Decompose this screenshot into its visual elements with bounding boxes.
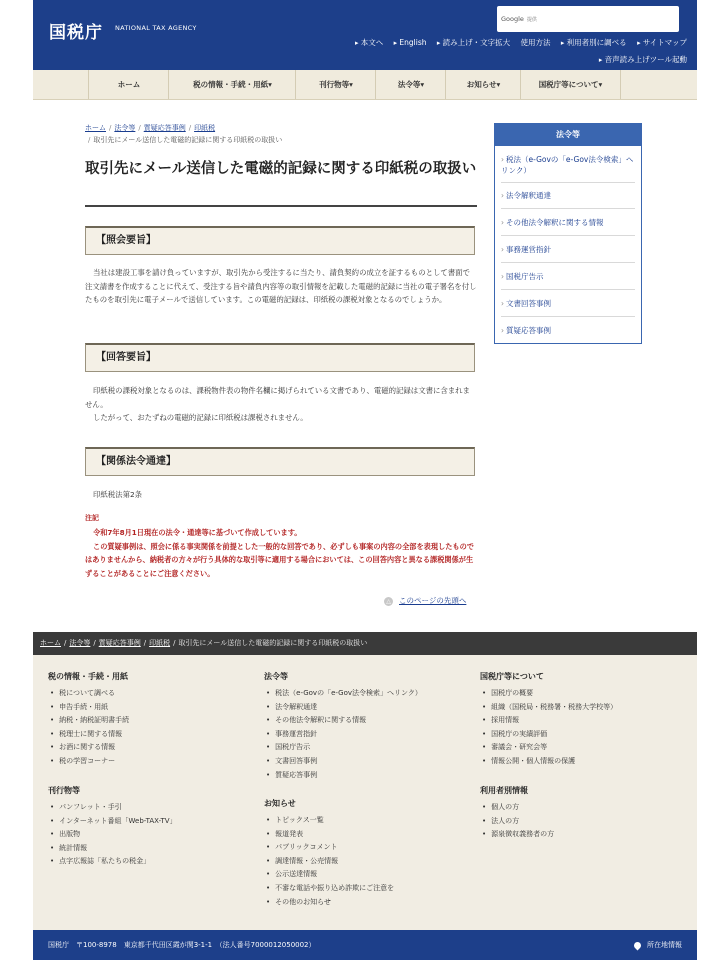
footer-link[interactable]: • 申告手続・用紙 (48, 701, 129, 715)
util-link-by-user[interactable]: ▸ 利用者別に調べる (561, 38, 627, 47)
footer-link[interactable]: • 税理士に関する情報 (48, 728, 129, 742)
footer-link[interactable]: • 情報公開・個人情報の保護 (480, 755, 617, 769)
footer-heading-about[interactable]: 国税庁等について (480, 672, 544, 681)
footer-link[interactable]: • 不審な電話や振り込め詐欺にご注意を (264, 882, 394, 896)
util-link-sitemap[interactable]: ▸ サイトマップ (637, 38, 687, 47)
footer-link[interactable]: • パブリックコメント (264, 841, 394, 855)
footer-link[interactable]: • 調達情報・公売情報 (264, 855, 394, 869)
footer-bc-stamp-tax[interactable]: 印紙税 (149, 639, 171, 647)
note-text (85, 526, 480, 580)
note-line-1: 令和7年8月1日現在の法令・通達等に基づいて作成しています。 (93, 528, 302, 537)
footer-link[interactable]: • 個人の方 (480, 801, 554, 815)
breadcrumb-qa[interactable]: 質疑応答事例 (143, 124, 186, 132)
footer-link[interactable]: • その他のお知らせ (264, 896, 394, 910)
gnav-about[interactable]: 国税庁等について▾ (520, 70, 621, 99)
footer-link[interactable]: • 法令解釈通達 (264, 701, 422, 715)
side-item-other-interp[interactable]: › その他法令解釈に関する情報 (501, 217, 635, 228)
footer-link[interactable]: • 報道発表 (264, 828, 394, 842)
site-logo-english: NATIONAL TAX AGENCY (115, 24, 197, 32)
footer-link[interactable]: • 税法（e-Govの「e-Gov法令検索」へリンク） (264, 687, 422, 701)
voice-tool-link[interactable]: ▸ 音声読み上げツール起動 (599, 55, 687, 64)
footer-list-tax-info (48, 687, 129, 769)
footer-link[interactable]: • 事務運営指針 (264, 728, 422, 742)
site-logo[interactable]: 国税庁 (49, 23, 103, 43)
site-header (33, 0, 697, 70)
map-pin-icon (633, 940, 643, 950)
footer-link[interactable]: • 国税庁告示 (264, 741, 422, 755)
footer-heading-by-user[interactable]: 利用者別情報 (480, 786, 528, 795)
side-nav (494, 123, 642, 344)
footer-link[interactable]: • 点字広報誌「私たちの税金」 (48, 855, 177, 869)
util-link-readaloud[interactable]: ▸ 読み上げ・文字拡大 (437, 38, 510, 47)
footer-sitemap (33, 655, 697, 930)
page-top-link[interactable] (384, 595, 466, 606)
footer-bc-home[interactable]: ホーム (40, 639, 61, 647)
footer-link[interactable]: • 源泉徴収義務者の方 (480, 828, 554, 842)
footer-list-laws (264, 687, 422, 782)
util-link-english[interactable]: ▸ English (394, 38, 427, 47)
footer-link[interactable]: • 組織（国税局・税務署・税務大学校等） (480, 701, 617, 715)
footer-heading-tax-info[interactable]: 税の情報・手続・用紙 (48, 672, 128, 681)
footer-link[interactable]: • その他法令解釈に関する情報 (264, 714, 422, 728)
footer-heading-publications[interactable]: 刊行物等 (48, 786, 80, 795)
page-title: 取引先にメール送信した電磁的記録に関する印紙税の取扱い (85, 161, 477, 177)
footer-address: 国税庁 〒100-8978 東京都千代田区霞が関3-1-1 （法人番号7000012050002） (48, 941, 316, 949)
side-item-circulars[interactable]: › 法令解釈通達 (501, 190, 635, 201)
footer-address-bar (33, 930, 697, 960)
footer-breadcrumb: ホーム / 法令等 / 質疑応答事例 / 印紙税 / 取引先にメール送信した電磁的記録に関する印紙税の取扱い (33, 632, 697, 655)
arrow-up-icon: △ (384, 597, 393, 606)
footer-list-notices (264, 814, 394, 909)
breadcrumb-current: 取引先にメール送信した電磁的記録に関する印紙税の取扱い (93, 136, 283, 144)
gnav-notices[interactable]: お知らせ▾ (445, 70, 521, 99)
side-nav-title: 法令等 (495, 124, 641, 146)
related-laws-text: 印紙税法第2条 (93, 490, 143, 499)
side-item-notices[interactable]: › 国税庁告示 (501, 271, 635, 282)
note-label: 注記 (85, 514, 99, 522)
section-heading-related-laws: 【関係法令通達】 (85, 447, 475, 476)
footer-link[interactable]: • インターネット番組「Web-TAX-TV」 (48, 815, 177, 829)
note-line-2: この質疑事例は、照会に係る事実関係を前提とした一般的な回答であり、必ずしも事案の内容の全部を表現したものではありませんから、納税者の方々が行う具体的な取引等に適用する場合においては、この回答内容と異なる課税関係が生ずることがあることにご注意ください。 (85, 541, 474, 578)
footer-link[interactable]: • 公示送達情報 (264, 868, 394, 882)
footer-link[interactable]: • 納税・納税証明書手続 (48, 714, 129, 728)
footer-link[interactable]: • 国税庁の概要 (480, 687, 617, 701)
side-item-qa[interactable]: › 質疑応答事例 (501, 325, 635, 336)
inquiry-text: 当社は建設工事を請け負っていますが、取引先から受注するに当たり、請負契約の成立を証するものとして書面で注文請書を作成することに代えて、受注する旨や請負内容等の取引情報を記載した電磁的記録に当社の電子署名を付したものを取引先に電子メールで送信しています。この電磁的記録は、印紙税の課税対象となるのでしょうか。 (85, 268, 477, 304)
page-top-label[interactable]: このページの先頭へ (399, 596, 467, 605)
answer-text-2: したがって、おたずねの電磁的記録に印紙税は課税されません。 (93, 413, 308, 422)
footer-link[interactable]: • 法人の方 (480, 815, 554, 829)
side-item-guidelines[interactable]: › 事務運営指針 (501, 244, 635, 255)
breadcrumb: ホーム / 法令等 / 質疑応答事例 / 印紙税 / 取引先にメール送信した電磁的記録に関する印紙税の取扱い (85, 124, 283, 144)
footer-link[interactable]: • 審議会・研究会等 (480, 741, 617, 755)
gnav-laws[interactable]: 法令等▾ (375, 70, 446, 99)
footer-link[interactable]: • トピックス一覧 (264, 814, 394, 828)
footer-list-about (480, 687, 617, 769)
footer-bc-qa[interactable]: 質疑応答事例 (98, 639, 141, 647)
side-item-tax-law[interactable]: › 税法（e-Govの「e-Gov法令検索」へリンク） (501, 154, 635, 176)
footer-link[interactable]: • お酒に関する情報 (48, 741, 129, 755)
footer-list-by-user (480, 801, 554, 842)
footer-list-publications (48, 801, 177, 869)
footer-link[interactable]: • 税について調べる (48, 687, 129, 701)
util-link-main[interactable]: ▸ 本文へ (355, 38, 383, 47)
gnav-publications[interactable]: 刊行物等▾ (295, 70, 376, 99)
gnav-tax-info[interactable]: 税の情報・手続・用紙▾ (168, 70, 296, 99)
footer-link[interactable]: • 国税庁の実績評価 (480, 728, 617, 742)
footer-heading-notices[interactable]: お知らせ (264, 799, 296, 808)
footer-link[interactable]: • 税の学習コーナー (48, 755, 129, 769)
title-divider (85, 205, 477, 207)
footer-heading-laws[interactable]: 法令等 (264, 672, 288, 681)
location-link[interactable]: 所在地情報 (634, 930, 682, 960)
search-input[interactable] (497, 6, 679, 32)
footer-link[interactable]: • 出版物 (48, 828, 177, 842)
breadcrumb-home[interactable]: ホーム (85, 124, 106, 132)
breadcrumb-stamp-tax[interactable]: 印紙税 (194, 124, 216, 132)
footer-link[interactable]: • 統計情報 (48, 842, 177, 856)
side-item-doc-answers[interactable]: › 文書回答事例 (501, 298, 635, 309)
gnav-home[interactable]: ホーム (88, 70, 169, 99)
footer-link[interactable]: • 採用情報 (480, 714, 617, 728)
footer-bc-laws[interactable]: 法令等 (69, 639, 91, 647)
footer-link[interactable]: • 質疑応答事例 (264, 769, 422, 783)
footer-link[interactable]: • 文書回答事例 (264, 755, 422, 769)
section-heading-inquiry: 【照会要旨】 (85, 226, 475, 255)
footer-bc-current: 取引先にメール送信した電磁的記録に関する印紙税の取扱い (178, 639, 368, 647)
utility-links (347, 37, 687, 48)
global-nav (33, 70, 697, 100)
util-link-howto[interactable]: 使用方法 (520, 38, 551, 47)
answer-text-1: 印紙税の課税対象となるのは、課税物件表の物件名欄に掲げられている文書であり、電磁的記録は文書に含まれません。 (85, 386, 470, 409)
google-search-label: Google 提供 (501, 15, 537, 23)
section-heading-answer: 【回答要旨】 (85, 343, 475, 372)
breadcrumb-laws[interactable]: 法令等 (114, 124, 136, 132)
footer-link[interactable]: • パンフレット・手引 (48, 801, 177, 815)
